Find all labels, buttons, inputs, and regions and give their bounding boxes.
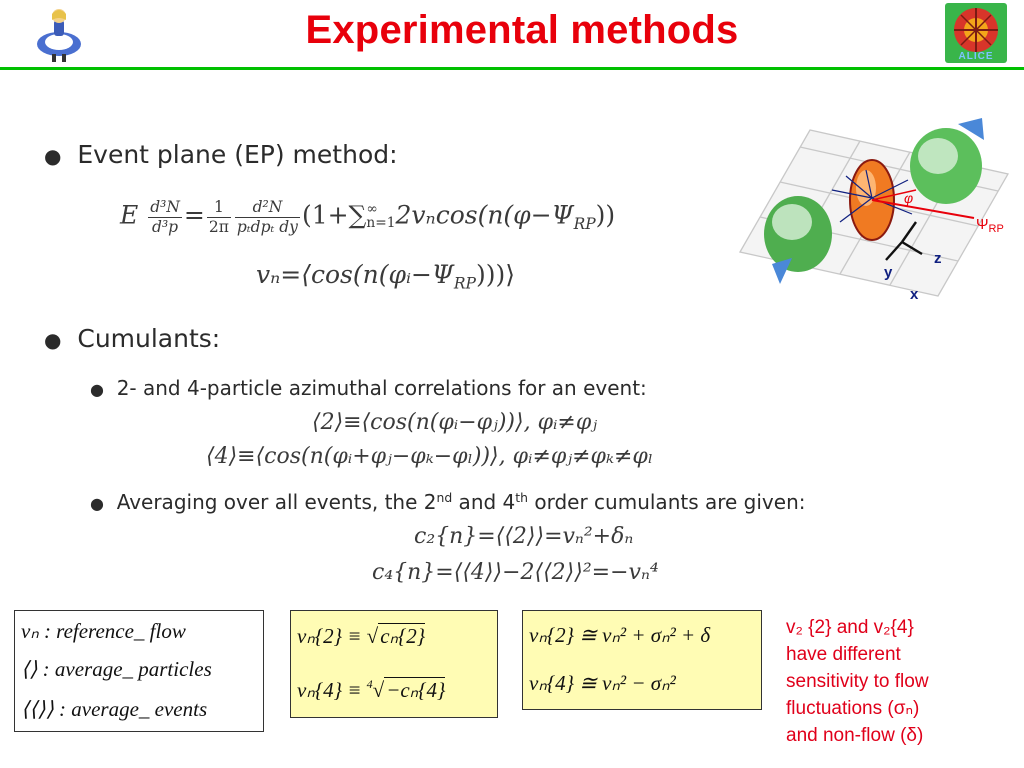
equation-ep-distribution: [120, 198, 615, 236]
definition-vn2: vₙ{2} ≡ √cₙ{2}: [297, 624, 426, 648]
note-line-4: fluctuations (σₙ): [786, 698, 920, 719]
sub-bullet-averaging-text-3: order cumulants are given:: [528, 490, 806, 514]
approximation-vn2: vₙ{2} ≅ vₙ² + σₙ² + δ: [529, 623, 711, 647]
sub-bullet-averaging-text-2: and 4: [452, 490, 516, 514]
sub-bullet-correlations: [90, 376, 647, 400]
note-line-2: have different: [786, 644, 901, 665]
alice-experiment-logo: [944, 2, 1008, 64]
eq1-den-left: d³p: [152, 217, 179, 236]
definition-vn4: vₙ{4} ≡ $^4$√−cₙ{4}: [297, 677, 446, 702]
title-divider: [0, 67, 1024, 70]
eq1-sum: (1+∑: [301, 200, 367, 230]
axis-y-label: y: [884, 264, 893, 281]
eq1-den-mid: 2π: [208, 217, 229, 236]
axis-z-label: z: [934, 250, 942, 267]
page-title: Experimental methods: [305, 8, 739, 52]
equation-c2: c₂{n}=⟨⟨2⟩⟩=vₙ²+δₙ: [414, 524, 634, 549]
eq1-equals: =: [183, 200, 205, 230]
bullet-cumulants-text: Cumulants:: [77, 324, 221, 353]
collision-figure: [736, 118, 1018, 306]
collision-diagram: [736, 118, 1018, 306]
psi-symbol: Ψ: [976, 216, 989, 233]
equation-vn-ep: [256, 260, 515, 292]
eq1-den-right: pₜdpₜ dy: [236, 217, 298, 236]
alice-logo-text: ALICE: [958, 51, 994, 62]
note-line-3: sensitivity to flow: [786, 671, 929, 692]
legend-average-events: ⟨⟨⟩⟩ : average_ events: [21, 697, 208, 721]
equation-two-particle: ⟨2⟩≡⟨cos(n(φᵢ−φⱼ))⟩, φᵢ≠φⱼ: [312, 410, 598, 435]
eq1-sum-top: ∞: [366, 201, 378, 218]
eq1-sum-lim: n=1: [366, 215, 396, 232]
eq1-num-left: d³N: [150, 198, 180, 216]
definition-vn4-radicand: −cₙ{4}: [386, 678, 446, 702]
eq1-e: E: [120, 200, 139, 230]
eq1-num-right: d²N: [235, 198, 300, 218]
approximation-vn4: vₙ{4} ≅ vₙ² − σₙ²: [529, 671, 676, 695]
sub-bullet-averaging-sup-2: th: [515, 490, 528, 506]
eq1-tail-end: )): [595, 200, 616, 230]
bullet-cumulants: [44, 324, 220, 353]
psi-subscript: RP: [988, 223, 1004, 235]
approximation-box: [522, 610, 762, 710]
definition-vn2-radicand: cₙ{2}: [380, 624, 426, 648]
sub-bullet-averaging-sup-1: nd: [436, 490, 453, 506]
eq1-tail-sub: RP: [573, 215, 596, 234]
bullet-event-plane: [44, 140, 398, 169]
psi-rp-label: [976, 216, 1004, 235]
definition-vn4-lhs: vₙ{4} ≡: [297, 678, 367, 702]
legend-average-particles: ⟨⟩ : average_ particles: [21, 657, 212, 681]
eq2-sub: RP: [453, 274, 476, 293]
sub-bullet-dot-icon: ●: [90, 494, 104, 513]
bullet-dot-icon: ●: [44, 144, 62, 168]
bullet-event-plane-text: Event plane (EP) method:: [77, 140, 398, 169]
equation-four-particle: ⟨4⟩≡⟨cos(n(φᵢ+φⱼ−φₖ−φₗ))⟩, φᵢ≠φⱼ≠φₖ≠φₗ: [206, 444, 654, 469]
eq1-num-mid: 1: [207, 198, 231, 218]
legend-box: [14, 610, 264, 732]
note-line-5: and non-flow (δ): [786, 725, 924, 746]
definition-vn4-index: 4: [366, 677, 373, 691]
sensitivity-note: [786, 614, 1016, 749]
axis-x-label: x: [910, 286, 919, 303]
phi-label: φ: [904, 190, 914, 206]
note-line-1: v₂ {2} and v₂{4}: [786, 617, 914, 638]
equation-c4: c₄{n}=⟨⟨4⟩⟩−2⟨⟨2⟩⟩²=−vₙ⁴: [372, 560, 659, 585]
eq2-lhs: vₙ=⟨cos(n(φᵢ−Ψ: [256, 260, 454, 289]
sub-bullet-averaging: [90, 490, 806, 514]
definition-vn2-lhs: vₙ{2} ≡: [297, 624, 367, 648]
legend-reference-flow: vₙ : reference_ flow: [21, 619, 186, 643]
eq1-tail: 2vₙcos(n(φ−Ψ: [395, 200, 574, 230]
sub-bullet-dot-icon: ●: [90, 380, 104, 399]
definitions-box: [290, 610, 498, 718]
bullet-dot-icon: ●: [44, 328, 62, 352]
sub-bullet-averaging-text-1: Averaging over all events, the 2: [116, 490, 437, 514]
sub-bullet-correlations-text: 2- and 4-particle azimuthal correlations for an event:: [116, 376, 647, 400]
eq2-rhs: )))⟩: [475, 260, 515, 289]
